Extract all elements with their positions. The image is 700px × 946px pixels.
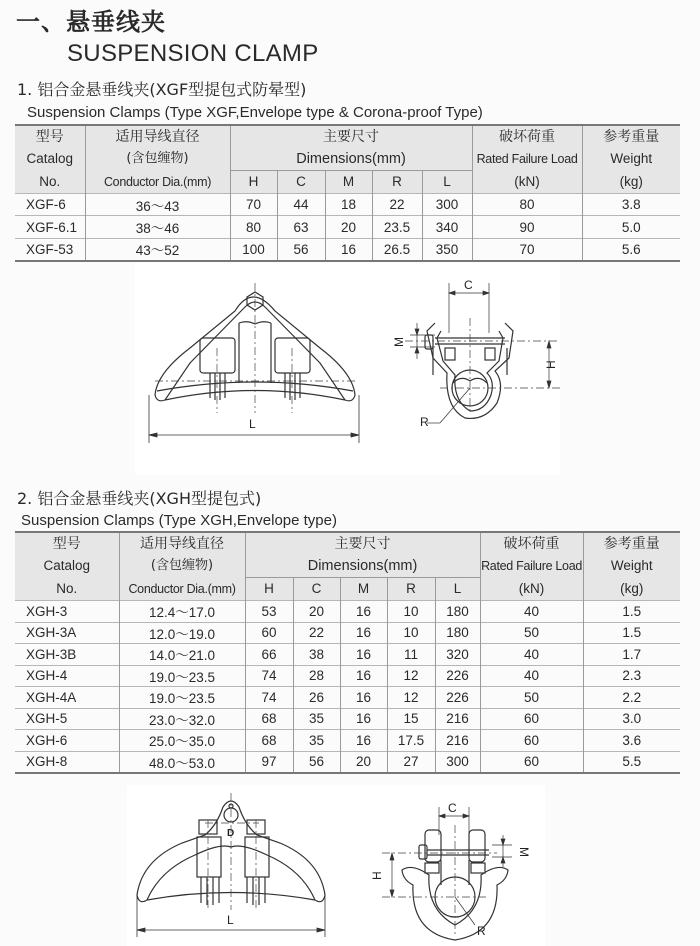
cell-m: 16: [340, 708, 387, 730]
xgf-spec-table: [15, 124, 680, 262]
section-2-heading-cn: 2. 铝合金悬垂线夹(XGH型提包式): [17, 489, 262, 508]
header-dimensions-cn: 主要尺寸: [230, 125, 472, 148]
header-dimensions-en: Dimensions(mm): [245, 555, 480, 578]
header-dim-r: R: [387, 578, 435, 601]
cell-h: 60: [245, 622, 293, 644]
dim-label-r: R: [477, 924, 486, 938]
header-weight-unit: (kg): [582, 171, 680, 194]
cell-weight: 2.3: [583, 665, 680, 687]
dim-label-m: M: [517, 847, 531, 857]
header-weight-cn: 参考重量: [583, 532, 680, 555]
cell-c: 35: [293, 730, 340, 752]
cell-conductor: 36～43: [85, 194, 230, 216]
header-catalog-no: No.: [15, 578, 119, 601]
header-dim-r: R: [372, 171, 422, 194]
header-conductor-en: Conductor Dia.(mm): [85, 171, 230, 194]
cell-weight: 5.5: [583, 751, 680, 773]
cell-load: 60: [480, 751, 583, 773]
cell-catalog: XGH-3A: [15, 622, 119, 644]
cell-l: 340: [422, 216, 472, 238]
header-catalog-cn: 型号: [15, 125, 85, 148]
cell-catalog: XGH-8: [15, 751, 119, 773]
cell-catalog: XGF-6: [15, 194, 85, 216]
cell-h: 70: [230, 194, 277, 216]
table-row: [15, 665, 680, 687]
cell-weight: 5.6: [582, 238, 680, 260]
cell-l: 216: [435, 730, 480, 752]
section-1-heading-cn: 1. 铝合金悬垂线夹(XGF型提包式防晕型): [17, 80, 307, 99]
header-load-en: Rated Failure Load: [480, 555, 583, 578]
cell-r: 10: [387, 622, 435, 644]
header-dim-l: L: [435, 578, 480, 601]
cell-c: 20: [293, 601, 340, 623]
cell-m: 16: [340, 601, 387, 623]
cell-l: 180: [435, 601, 480, 623]
header-load-cn: 破坏荷重: [472, 125, 582, 148]
cell-c: 56: [293, 751, 340, 773]
svg-text:D: D: [227, 828, 235, 839]
cell-conductor: 19.0～23.5: [119, 687, 245, 709]
cell-conductor: 43～52: [85, 238, 230, 260]
header-load-unit: (kN): [480, 578, 583, 601]
table-row: [15, 730, 680, 752]
dim-label-l: L: [249, 417, 256, 431]
cell-h: 66: [245, 644, 293, 666]
table-row: [15, 687, 680, 709]
cell-r: 12: [387, 665, 435, 687]
cell-h: 68: [245, 730, 293, 752]
cell-l: 350: [422, 238, 472, 260]
cell-c: 22: [293, 622, 340, 644]
header-conductor-sub-cn: (含包缠物): [119, 555, 245, 578]
cell-weight: 1.5: [583, 622, 680, 644]
table-row: [15, 238, 680, 260]
cell-load: 40: [480, 644, 583, 666]
page-title-cn: 一、悬垂线夹: [16, 8, 166, 36]
header-dim-c: C: [277, 171, 325, 194]
cell-load: 40: [480, 601, 583, 623]
cell-c: 44: [277, 194, 325, 216]
cell-weight: 3.6: [583, 730, 680, 752]
dim-label-c: C: [464, 278, 473, 292]
cell-conductor: 14.0～21.0: [119, 644, 245, 666]
header-load-en: Rated Failure Load: [472, 148, 582, 171]
cell-load: 60: [480, 730, 583, 752]
xgh-diagram: [127, 785, 545, 946]
cell-r: 22: [372, 194, 422, 216]
cell-catalog: XGH-4A: [15, 687, 119, 709]
table-row: [15, 601, 680, 623]
dim-label-l: L: [227, 913, 234, 927]
cell-conductor: 38～46: [85, 216, 230, 238]
cell-c: 63: [277, 216, 325, 238]
cell-h: 80: [230, 216, 277, 238]
cell-l: 180: [435, 622, 480, 644]
cell-m: 18: [325, 194, 372, 216]
header-catalog-en: Catalog: [15, 555, 119, 578]
cell-c: 56: [277, 238, 325, 260]
header-load-cn: 破坏荷重: [480, 532, 583, 555]
page-title-en: SUSPENSION CLAMP: [67, 40, 319, 67]
xgh-front-view-drawing: [127, 785, 545, 946]
cell-l: 226: [435, 687, 480, 709]
dim-label-r: R: [420, 415, 429, 429]
table-row: [15, 644, 680, 666]
cell-conductor: 25.0～35.0: [119, 730, 245, 752]
cell-load: 90: [472, 216, 582, 238]
cell-weight: 1.5: [583, 601, 680, 623]
header-catalog-cn: 型号: [15, 532, 119, 555]
header-dim-h: H: [230, 171, 277, 194]
cell-c: 35: [293, 708, 340, 730]
cell-r: 17.5: [387, 730, 435, 752]
header-conductor-cn: 适用导线直径: [119, 532, 245, 555]
header-weight-en: Weight: [583, 555, 680, 578]
dim-label-h: H: [370, 871, 384, 880]
cell-catalog: XGH-3B: [15, 644, 119, 666]
cell-weight: 3.8: [582, 194, 680, 216]
cell-r: 15: [387, 708, 435, 730]
xgf-diagram: [135, 263, 560, 475]
cell-m: 16: [340, 730, 387, 752]
dim-label-h: H: [544, 360, 558, 369]
cell-m: 20: [325, 216, 372, 238]
cell-l: 216: [435, 708, 480, 730]
header-catalog-no: No.: [15, 171, 85, 194]
cell-load: 50: [480, 687, 583, 709]
table-row: [15, 622, 680, 644]
cell-load: 70: [472, 238, 582, 260]
cell-h: 53: [245, 601, 293, 623]
header-weight-cn: 参考重量: [582, 125, 680, 148]
header-dim-c: C: [293, 578, 340, 601]
cell-l: 300: [422, 194, 472, 216]
header-weight-unit: (kg): [583, 578, 680, 601]
cell-r: 11: [387, 644, 435, 666]
cell-conductor: 23.0～32.0: [119, 708, 245, 730]
cell-m: 20: [340, 751, 387, 773]
header-weight-en: Weight: [582, 148, 680, 171]
header-catalog-en: Catalog: [15, 148, 85, 171]
cell-c: 28: [293, 665, 340, 687]
cell-r: 12: [387, 687, 435, 709]
dim-label-c: C: [448, 801, 457, 815]
header-conductor-cn: 适用导线直径: [85, 125, 230, 148]
cell-conductor: 19.0～23.5: [119, 665, 245, 687]
header-dim-m: M: [325, 171, 372, 194]
header-dim-h: H: [245, 578, 293, 601]
cell-h: 74: [245, 687, 293, 709]
section-1-heading-en: Suspension Clamps (Type XGF,Envelope type & Corona-proof Type): [27, 104, 483, 121]
cell-c: 26: [293, 687, 340, 709]
cell-conductor: 48.0～53.0: [119, 751, 245, 773]
cell-load: 80: [472, 194, 582, 216]
cell-c: 38: [293, 644, 340, 666]
header-dimensions-cn: 主要尺寸: [245, 532, 480, 555]
cell-catalog: XGF-6.1: [15, 216, 85, 238]
cell-m: 16: [325, 238, 372, 260]
cell-r: 10: [387, 601, 435, 623]
cell-catalog: XGH-6: [15, 730, 119, 752]
header-conductor-sub-cn: (含包缠物): [85, 148, 230, 171]
cell-weight: 5.0: [582, 216, 680, 238]
cell-catalog: XGF-53: [15, 238, 85, 260]
cell-m: 16: [340, 665, 387, 687]
table-row: [15, 708, 680, 730]
cell-l: 320: [435, 644, 480, 666]
header-dimensions-en: Dimensions(mm): [230, 148, 472, 171]
table-row: [15, 751, 680, 773]
header-dim-m: M: [340, 578, 387, 601]
xgf-front-view-drawing: [135, 263, 560, 475]
cell-h: 68: [245, 708, 293, 730]
cell-load: 50: [480, 622, 583, 644]
cell-weight: 2.2: [583, 687, 680, 709]
table-row: [15, 216, 680, 238]
cell-weight: 3.0: [583, 708, 680, 730]
cell-r: 26.5: [372, 238, 422, 260]
cell-weight: 1.7: [583, 644, 680, 666]
cell-r: 27: [387, 751, 435, 773]
cell-conductor: 12.0～19.0: [119, 622, 245, 644]
cell-m: 16: [340, 644, 387, 666]
cell-load: 40: [480, 665, 583, 687]
dim-label-m: M: [392, 337, 406, 347]
header-load-unit: (kN): [472, 171, 582, 194]
cell-catalog: XGH-4: [15, 665, 119, 687]
cell-h: 74: [245, 665, 293, 687]
cell-catalog: XGH-5: [15, 708, 119, 730]
cell-m: 16: [340, 622, 387, 644]
header-conductor-en: Conductor Dia.(mm): [119, 578, 245, 601]
cell-l: 226: [435, 665, 480, 687]
cell-m: 16: [340, 687, 387, 709]
cell-l: 300: [435, 751, 480, 773]
xgh-spec-table: [15, 531, 680, 774]
table-row: [15, 194, 680, 216]
cell-catalog: XGH-3: [15, 601, 119, 623]
cell-h: 100: [230, 238, 277, 260]
cell-conductor: 12.4～17.0: [119, 601, 245, 623]
header-dim-l: L: [422, 171, 472, 194]
cell-h: 97: [245, 751, 293, 773]
cell-load: 60: [480, 708, 583, 730]
cell-r: 23.5: [372, 216, 422, 238]
section-2-heading-en: Suspension Clamps (Type XGH,Envelope type): [21, 512, 337, 529]
